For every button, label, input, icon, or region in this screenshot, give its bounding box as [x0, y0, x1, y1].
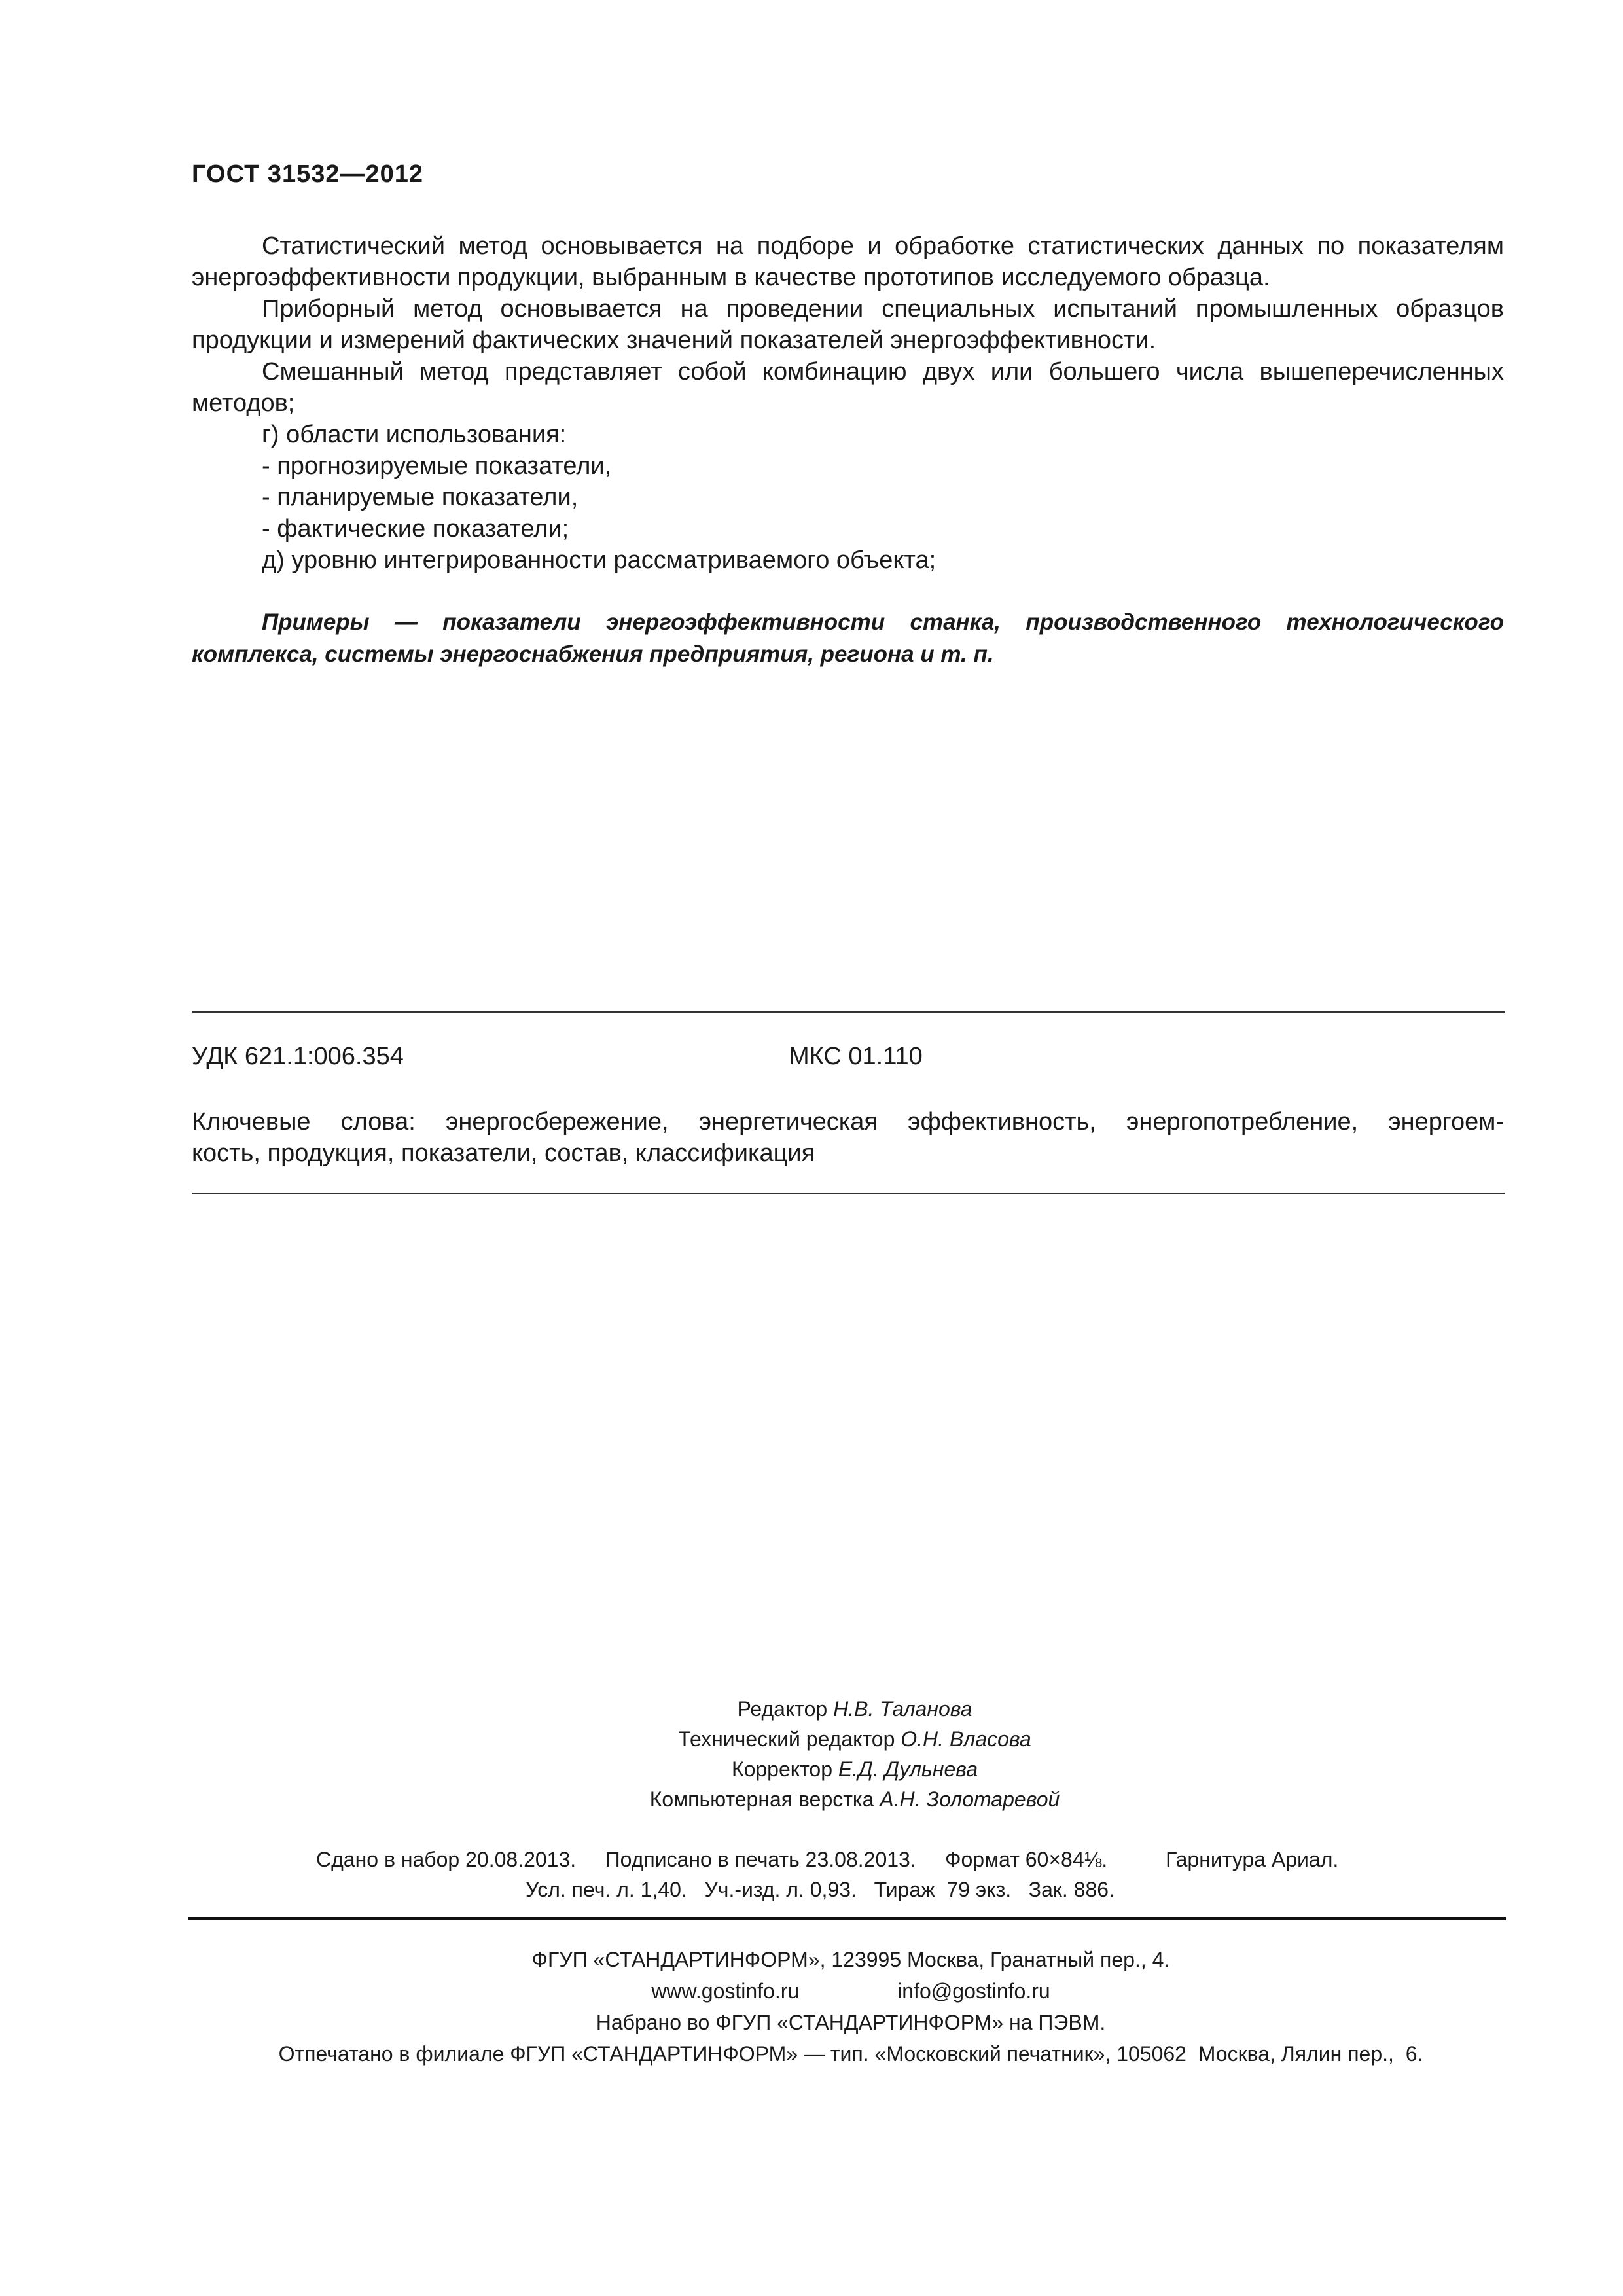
publisher-website-link[interactable]: www.gostinfo.ru: [651, 1979, 800, 2003]
printed-note: Отпечатано в филиале ФГУП «СТАНДАРТИНФОРМ» — тип. «Московский печатник», 105062 Москва, Лялин пер., 6.: [278, 2042, 1423, 2066]
mks-code: МКС 01.110: [789, 1043, 923, 1070]
example-note: Примеры — показатели энергоэффективности станка, производственного технологического комплекса, системы энергоснабжения предприятия, региона и т. п.: [192, 609, 1504, 667]
list-item: - фактические показатели;: [262, 515, 569, 543]
divider: [192, 1011, 1505, 1013]
layout-name: А.Н. Золотаревой: [880, 1787, 1060, 1811]
publication-details-line-2: Усл. печ. л. 1,40. Уч.-изд. л. 0,93. Тираж 79 экз. Зак. 886.: [526, 1878, 1115, 1901]
publisher-address: ФГУП «СТАНДАРТИНФОРМ», 123995 Москва, Гранатный пер., 4.: [531, 1948, 1170, 1971]
corrector-credit: [86, 1754, 1623, 1784]
editor-credit: [86, 1694, 1623, 1724]
tech-editor-credit: [86, 1724, 1623, 1754]
layout-credit: [86, 1784, 1623, 1814]
corrector-label: Корректор: [731, 1757, 833, 1781]
keywords-line-2: кость, продукция, показатели, состав, классификация: [192, 1139, 815, 1167]
divider: [192, 1193, 1505, 1194]
credits-block: [0, 1694, 1623, 1814]
list-item: д) уровню интегрированности рассматриваемого объекта;: [262, 547, 936, 574]
document-number-header: ГОСТ 31532—2012: [192, 160, 424, 188]
paragraph-statistical-method: Статистический метод основывается на подборе и обработке статистических данных по показателям энергоэффективности продукции, выбранным в качестве прототипов исследуемого образца.: [192, 232, 1504, 291]
publisher-contacts: [79, 1975, 1623, 2007]
paragraph-mixed-method: Смешанный метод представляет собой комбинацию двух или большего числа вышеперечисленных методов;: [192, 358, 1504, 417]
publisher-email-link[interactable]: info@gostinfo.ru: [897, 1979, 1050, 2003]
udk-code: УДК 621.1:006.354: [192, 1043, 404, 1070]
publisher-block: [0, 1944, 1623, 2070]
list-item: - прогнозируемые показатели,: [262, 452, 612, 480]
list-item: - планируемые показатели,: [262, 484, 579, 511]
tech-editor-label: Технический редактор: [678, 1727, 895, 1751]
layout-label: Компьютерная верстка: [649, 1787, 874, 1811]
publication-details-line-1: Сдано в набор 20.08.2013. Подписано в печать 23.08.2013. Формат 60×84⅛. Гарнитура Ариал.: [316, 1848, 1339, 1871]
editor-label: Редактор: [737, 1697, 828, 1721]
tech-editor-name: О.Н. Власова: [901, 1727, 1031, 1751]
divider: [188, 1917, 1506, 1920]
editor-name: Н.В. Таланова: [833, 1697, 972, 1721]
paragraph-instrumental-method: Приборный метод основывается на проведении специальных испытаний промышленных образцов продукции и измерений фактических значений показателей энергоэффективности.: [192, 295, 1504, 354]
typeset-note: Набрано во ФГУП «СТАНДАРТИНФОРМ» на ПЭВМ.: [596, 2011, 1106, 2034]
corrector-name: Е.Д. Дульнева: [838, 1757, 978, 1781]
keywords-line-1: Ключевые слова: энергосбережение, энергетическая эффективность, энергопотребление, энергоем-: [192, 1108, 1504, 1136]
list-item: г) области использования:: [262, 421, 567, 448]
